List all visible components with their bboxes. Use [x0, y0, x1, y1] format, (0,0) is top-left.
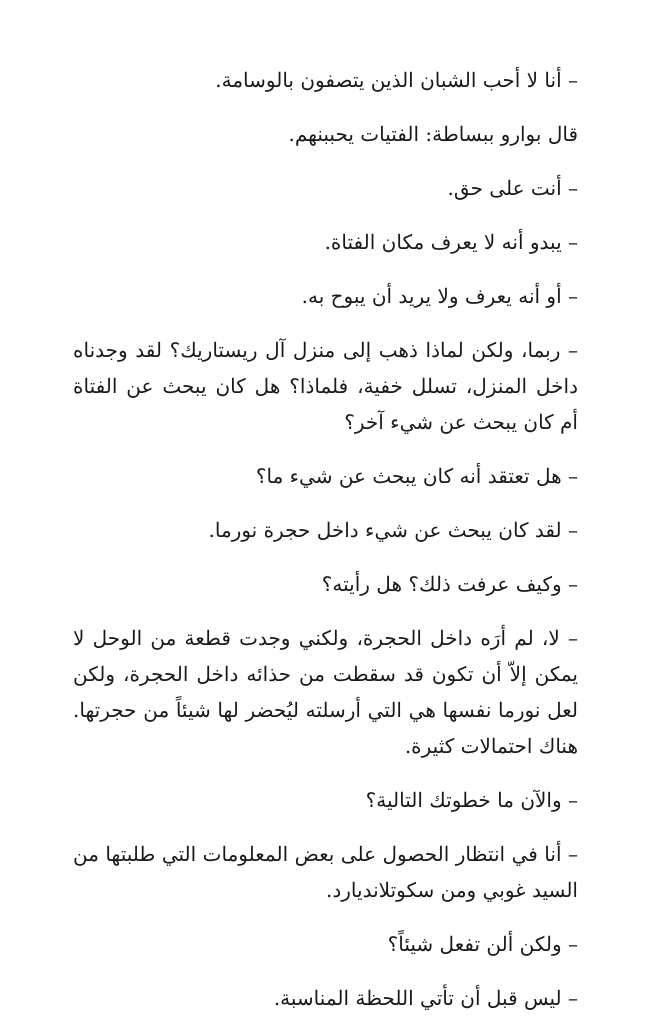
dialogue-line: – هل تعتقد أنه كان يبحث عن شيء ما؟: [255, 464, 578, 488]
dialogue-paragraph: – لا، لم أرَه داخل الحجرة، ولكني وجدت قطعة من الوحل لا يمكن إلاّ أن تكون قد سقطت من حذائه داخل الحجرة، ولكن لعل نورما نفسها هي التي أرسلته ليُحضر لها شيئاً من حجرتها. هناك احتمالات كثيرة.: [73, 626, 578, 758]
dialogue-line: – والآن ما خطوتك التالية؟: [365, 788, 578, 812]
dialogue-line: – ولكن ألن تفعل شيئاً؟: [387, 932, 578, 956]
dialogue-line: – وكيف عرفت ذلك؟ هل رأيته؟: [321, 572, 578, 596]
dialogue-line: – أنا لا أحب الشبان الذين يتصفون بالوسامة.: [215, 68, 578, 92]
dialogue-line: – أو أنه يعرف ولا يريد أن يبوح به.: [301, 284, 578, 308]
dialogue-line: – أنت على حق.: [447, 176, 578, 200]
dialogue-paragraph: – أنا في انتظار الحصول على بعض المعلومات التي طلبتها من السيد غوبي ومن سكوتلانديارد.: [73, 842, 578, 902]
dialogue-line: – ليس قبل أن تأتي اللحظة المناسبة.: [273, 986, 578, 1010]
narration-line: قال بوارو ببساطة: الفتيات يحببنهم.: [288, 122, 578, 146]
dialogue-paragraph: – ربما، ولكن لماذا ذهب إلى منزل آل ريستاريك؟ لقد وجدناه داخل المنزل، تسلل خفية، فلماذا؟ هل كان يبحث عن الفتاة أم كان يبحث عن شيء آخر؟: [73, 338, 578, 434]
dialogue-line: – لقد كان يبحث عن شيء داخل حجرة نورما.: [208, 518, 578, 542]
dialogue-line: – يبدو أنه لا يعرف مكان الفتاة.: [324, 230, 578, 254]
